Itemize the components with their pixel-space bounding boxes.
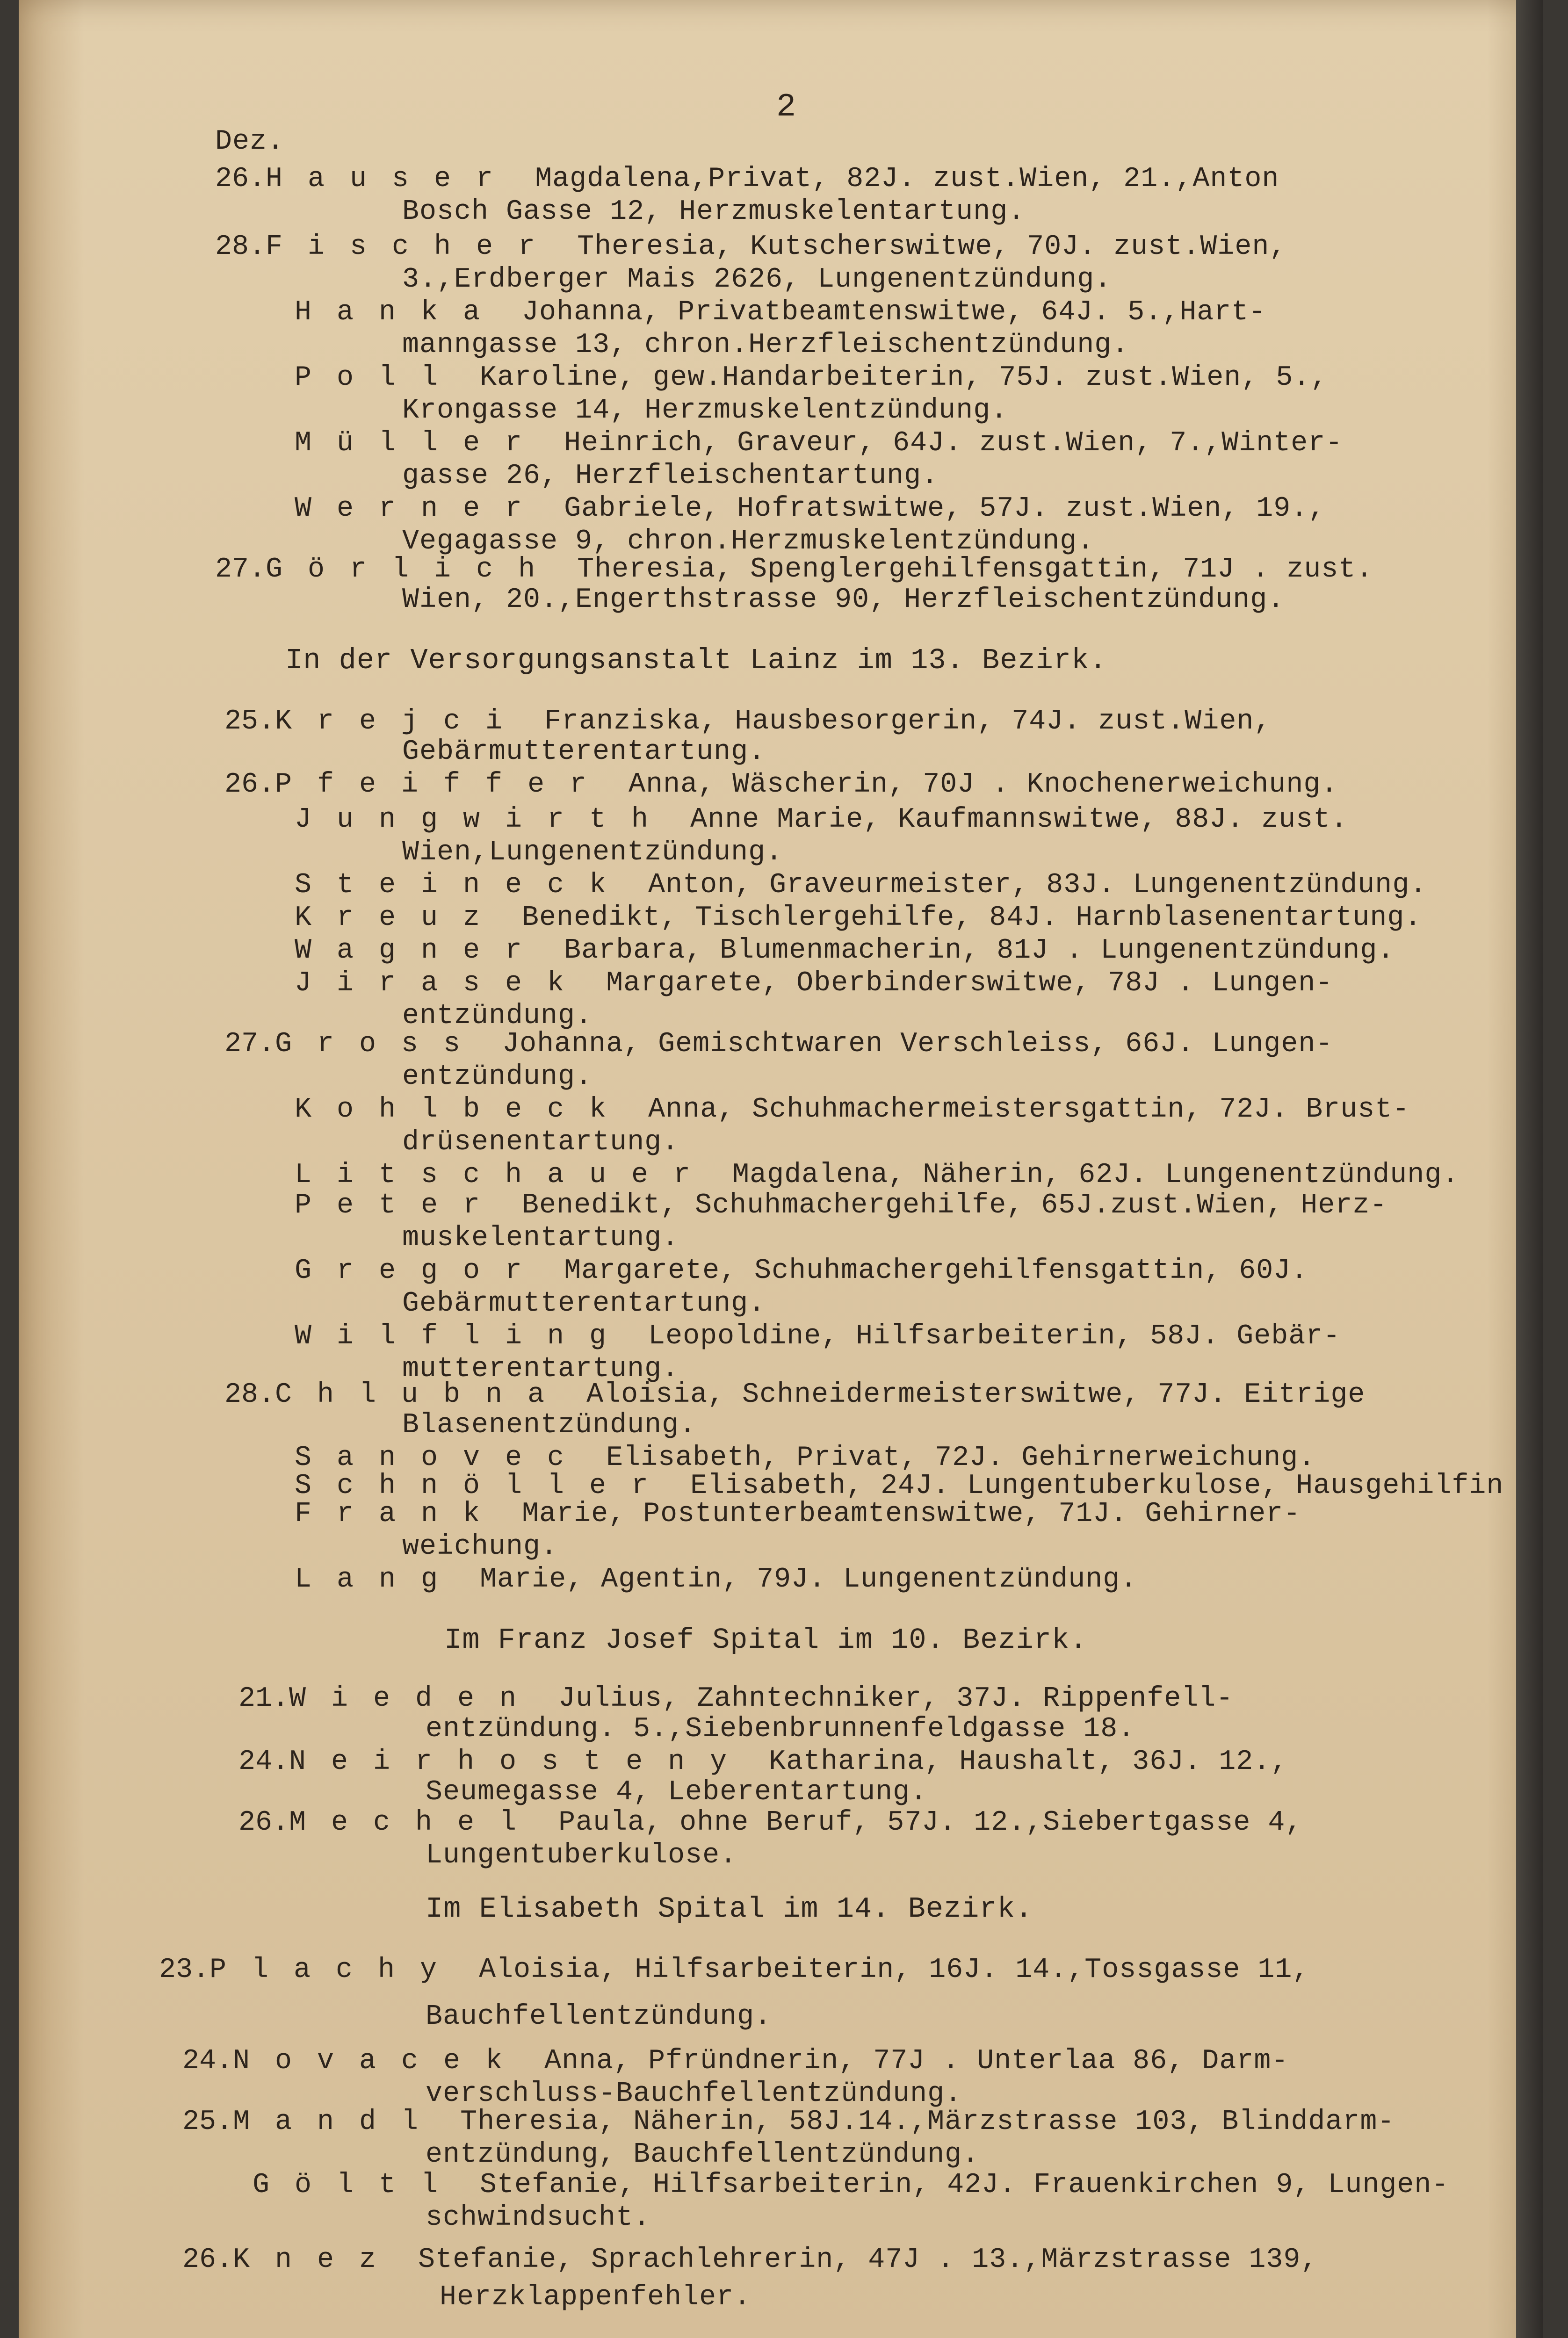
register-line xyxy=(224,706,1271,737)
register-line xyxy=(182,2107,1395,2137)
entry-date: 21. xyxy=(238,1683,289,1715)
entry-text: Gebärmutterentartung. xyxy=(402,1288,766,1320)
register-line xyxy=(402,526,1094,557)
register-line xyxy=(295,1564,1137,1595)
entry-text: Stefanie, Hilfsarbeiterin, 42J. Frauenkirchen 9, Lungen- xyxy=(480,2169,1449,2201)
entry-text: entzündung, Bauchfellentzündung. xyxy=(426,2139,980,2171)
entry-date: 24. xyxy=(182,2045,233,2077)
entry-text: weichung. xyxy=(402,1531,558,1563)
surname: Jungwirth xyxy=(295,804,674,836)
entry-text: Magdalena, Näherin, 62J. Lungenentzündung. xyxy=(732,1159,1460,1191)
register-line xyxy=(295,1499,1301,1530)
surname: Novacek xyxy=(233,2045,528,2077)
entry-text: Leopoldine, Hilfsarbeiterin, 58J. Gebär- xyxy=(648,1321,1341,1352)
entry-text: verschluss-Bauchfellentzündung. xyxy=(426,2078,962,2110)
register-line xyxy=(402,584,1285,615)
surname: Plachy xyxy=(210,1954,462,1986)
entry-text: Anne Marie, Kaufmannswitwe, 88J. zust. xyxy=(690,804,1348,836)
entry-text: schwindsucht. xyxy=(426,2202,651,2234)
entry-text: Marie, Postunterbeamtenswitwe, 71J. Gehirner- xyxy=(522,1498,1301,1530)
register-line xyxy=(402,1127,679,1158)
surname: Frank xyxy=(295,1498,506,1530)
register-line xyxy=(159,1955,1309,1985)
register-line xyxy=(402,1223,679,1254)
entry-text: entzündung. xyxy=(402,1061,593,1093)
entry-text: manngasse 13, chron.Herzfleischentzündung. xyxy=(402,329,1129,361)
register-line xyxy=(402,330,1129,361)
entry-text: Herzklappenfehler. xyxy=(440,2281,751,2313)
entry-text: Gabriele, Hofratswitwe, 57J. zust.Wien, 19., xyxy=(564,493,1326,525)
entry-text: entzündung. 5.,Siebenbrunnenfeldgasse 18. xyxy=(426,1713,1135,1745)
register-line xyxy=(426,2139,979,2170)
surname: Neirhosteny xyxy=(289,1746,752,1778)
register-line xyxy=(295,1443,1315,1473)
surname: Göltl xyxy=(253,2169,463,2201)
register-line xyxy=(295,1471,1503,1501)
register-line xyxy=(238,1807,1302,1838)
surname: Sanovec xyxy=(295,1442,590,1474)
surname: Lang xyxy=(295,1564,463,1595)
register-line xyxy=(295,902,1422,933)
register-line xyxy=(295,428,1343,459)
register-line xyxy=(295,493,1325,524)
surname: Wagner xyxy=(295,935,548,967)
surname: Peter xyxy=(295,1190,506,1221)
surname: Jirasek xyxy=(295,967,590,999)
entry-date: 26. xyxy=(182,2244,233,2276)
register-line xyxy=(238,1683,1233,1714)
entry-text: Karoline, gew.Handarbeiterin, 75J. zust.Wien, 5., xyxy=(480,362,1328,394)
entry-text: Margarete, Oberbinderswitwe, 78J . Lungen- xyxy=(606,967,1333,999)
entry-date: 26. xyxy=(215,163,266,195)
entry-text: Wien,Lungenentzündung. xyxy=(402,837,783,868)
surname: Poll xyxy=(295,362,463,394)
register-line xyxy=(215,554,1373,585)
entry-text: Magdalena,Privat, 82J. zust.Wien, 21.,Anton xyxy=(535,163,1279,195)
register-line xyxy=(295,362,1328,393)
surname: Pfeiffer xyxy=(275,769,612,801)
register-line xyxy=(402,736,766,767)
register-line xyxy=(295,870,1427,901)
register-line xyxy=(295,297,1266,328)
entry-text: Theresia, Kutscherswitwe, 70J. zust.Wien, xyxy=(577,231,1287,263)
surname: Mechel xyxy=(289,1807,542,1839)
entry-text: Benedikt, Schuhmachergehilfe, 65J.zust.Wien, Herz- xyxy=(522,1190,1387,1221)
register-line xyxy=(253,2170,1449,2201)
register-line xyxy=(224,769,1338,800)
entry-text: Benedikt, Tischlergehilfe, 84J. Harnblasenentartung. xyxy=(522,902,1422,934)
register-line xyxy=(238,1746,1288,1777)
register-line xyxy=(182,2046,1288,2077)
entry-text: Julius, Zahntechniker, 37J. Rippenfell- xyxy=(558,1683,1234,1715)
entry-text: Aloisia, Hilfsarbeiterin, 16J. 14.,Tossgasse 11, xyxy=(479,1954,1310,1986)
register-line xyxy=(182,2244,1318,2275)
entry-text: Franziska, Hausbesorgerin, 74J. zust.Wien, xyxy=(544,706,1272,737)
surname: Knez xyxy=(233,2244,402,2276)
surname: Fischer xyxy=(266,231,561,263)
surname: Werner xyxy=(295,493,548,525)
register-line xyxy=(295,1094,1409,1125)
register-line xyxy=(426,1840,737,1871)
section-heading xyxy=(285,645,1107,676)
entry-text: drüsenentartung. xyxy=(402,1126,679,1158)
entry-text: Lungentuberkulose. xyxy=(426,1840,737,1871)
entry-text: gasse 26, Herzfleischentartung. xyxy=(402,460,939,492)
entry-text: Anna, Wäscherin, 70J . Knochenerweichung. xyxy=(629,769,1338,801)
entry-text: Wien, 20.,Engerthstrasse 90, Herzfleischentzündung. xyxy=(402,584,1285,616)
entry-text: Johanna, Gemischtwaren Verschleiss, 66J. Lungen- xyxy=(502,1028,1333,1060)
register-line xyxy=(295,1321,1340,1352)
entry-text: Heinrich, Graveur, 64J. zust.Wien, 7.,Winter- xyxy=(564,427,1343,459)
entry-text: In der Versorgungsanstalt Lainz im 13. Bezirk. xyxy=(285,644,1107,677)
entry-text: Johanna, Privatbeamtenswitwe, 64J. 5.,Hart- xyxy=(522,296,1266,328)
entry-date: 26. xyxy=(238,1807,289,1839)
surname: Krejci xyxy=(275,706,528,737)
entry-text: Paula, ohne Beruf, 57J. 12.,Siebertgasse 4, xyxy=(558,1807,1303,1839)
register-line xyxy=(215,231,1286,262)
entry-text: Stefanie, Sprachlehrerin, 47J . 13.,Märzstrasse 139, xyxy=(418,2244,1318,2276)
surname: Wieden xyxy=(289,1683,542,1715)
register-line xyxy=(295,935,1395,966)
surname: Hauser xyxy=(266,163,519,195)
entry-text: entzündung. xyxy=(402,1000,593,1032)
section-heading xyxy=(426,1894,1033,1925)
surname: Hanka xyxy=(295,296,506,328)
surname: Görlich xyxy=(266,554,561,585)
register-line xyxy=(295,1160,1459,1191)
register-line xyxy=(224,1029,1333,1060)
entry-text: Gebärmutterentartung. xyxy=(402,736,766,768)
entry-date: 27. xyxy=(215,554,266,585)
entry-date: 25. xyxy=(182,2106,233,2138)
entry-text: Theresia, Näherin, 58J.14.,Märzstrasse 103, Blinddarm- xyxy=(460,2106,1395,2138)
entry-text: Katharina, Haushalt, 36J. 12., xyxy=(769,1746,1288,1778)
register-line xyxy=(426,2078,962,2109)
register-line xyxy=(402,395,1008,426)
entry-text: Marie, Agentin, 79J. Lungenentzündung. xyxy=(480,1564,1138,1595)
entry-date: 25. xyxy=(224,706,275,737)
register-line xyxy=(402,1001,593,1032)
page-number: 2 xyxy=(776,89,796,126)
entry-text: Blasenentzündung. xyxy=(402,1409,697,1441)
entry-text: Krongasse 14, Herzmuskelentzündung. xyxy=(402,395,1008,426)
entry-text: Theresia, Spenglergehilfensgattin, 71J . zust. xyxy=(577,554,1373,585)
entry-date: 28. xyxy=(215,231,266,263)
binding-edge xyxy=(1516,0,1543,2338)
section-heading xyxy=(444,1625,1087,1656)
register-line xyxy=(402,461,939,491)
entry-text: muskelentartung. xyxy=(402,1222,679,1254)
register-line xyxy=(402,837,783,868)
surname: Müller xyxy=(295,427,548,459)
entry-text: 3.,Erdberger Mais 2626, Lungenentzündung. xyxy=(402,264,1112,296)
entry-date: 27. xyxy=(224,1028,275,1060)
entry-text: Vegagasse 9, chron.Herzmuskelentzündung. xyxy=(402,526,1095,557)
entry-text: Im Elisabeth Spital im 14. Bezirk. xyxy=(426,1892,1033,1926)
surname: Wilfling xyxy=(295,1321,632,1352)
register-line xyxy=(224,1379,1365,1410)
register-line xyxy=(215,126,284,157)
entry-text: Anton, Graveurmeister, 83J. Lungenentzündung. xyxy=(648,869,1427,901)
surname: Gross xyxy=(275,1028,486,1060)
surname: Steineck xyxy=(295,869,632,901)
entry-date: 26. xyxy=(224,769,275,801)
register-line xyxy=(215,164,1279,195)
surname: Schnöller xyxy=(295,1470,674,1502)
entry-text: Im Franz Josef Spital im 10. Bezirk. xyxy=(444,1624,1088,1657)
register-line xyxy=(426,1714,1135,1745)
entry-text: Bauchfellentzündung. xyxy=(426,2001,772,2033)
entry-date: 23. xyxy=(159,1954,210,1986)
entry-text: Aloisia, Schneidermeisterswitwe, 77J. Eitrige xyxy=(586,1379,1366,1411)
document-page xyxy=(19,0,1543,2338)
entry-text: Elisabeth, Privat, 72J. Gehirnerweichung. xyxy=(606,1442,1316,1474)
surname: Kreuz xyxy=(295,902,506,934)
surname: Litschauer xyxy=(295,1159,716,1191)
entry-date: 28. xyxy=(224,1379,275,1411)
register-line xyxy=(402,196,1025,227)
register-line xyxy=(440,2282,751,2313)
register-line xyxy=(402,1061,593,1092)
entry-text: Dez. xyxy=(215,126,285,158)
entry-text: Elisabeth, 24J. Lungentuberkulose, Hausgehilfin xyxy=(690,1470,1504,1502)
entry-text: mutterentartung. xyxy=(402,1353,679,1385)
surname: Chlubna xyxy=(275,1379,570,1411)
register-line xyxy=(402,1288,766,1319)
entry-text: Barbara, Blumenmacherin, 81J . Lungenentzündung. xyxy=(564,935,1395,967)
entry-text: Seumegasse 4, Leberentartung. xyxy=(426,1776,928,1808)
entry-text: Margarete, Schuhmachergehilfensgattin, 60J. xyxy=(564,1255,1308,1287)
entry-text: Anna, Schuhmachermeistersgattin, 72J. Brust- xyxy=(648,1094,1410,1126)
register-line xyxy=(402,1531,558,1562)
entry-text: Anna, Pfründnerin, 77J . Unterlaa 86, Darm- xyxy=(544,2045,1289,2077)
register-line xyxy=(426,2202,650,2233)
register-line xyxy=(402,264,1112,295)
surname: Mandl xyxy=(233,2106,444,2138)
register-line xyxy=(295,1190,1387,1221)
entry-date: 24. xyxy=(238,1746,289,1778)
register-line xyxy=(426,2001,772,2032)
register-line xyxy=(426,1777,927,1808)
register-line xyxy=(295,804,1348,835)
entry-text: Bosch Gasse 12, Herzmuskelentartung. xyxy=(402,196,1026,228)
register-line xyxy=(402,1410,696,1441)
surname: Kohlbeck xyxy=(295,1094,632,1126)
register-line xyxy=(295,968,1333,999)
register-line xyxy=(295,1256,1308,1286)
surname: Gregor xyxy=(295,1255,548,1287)
